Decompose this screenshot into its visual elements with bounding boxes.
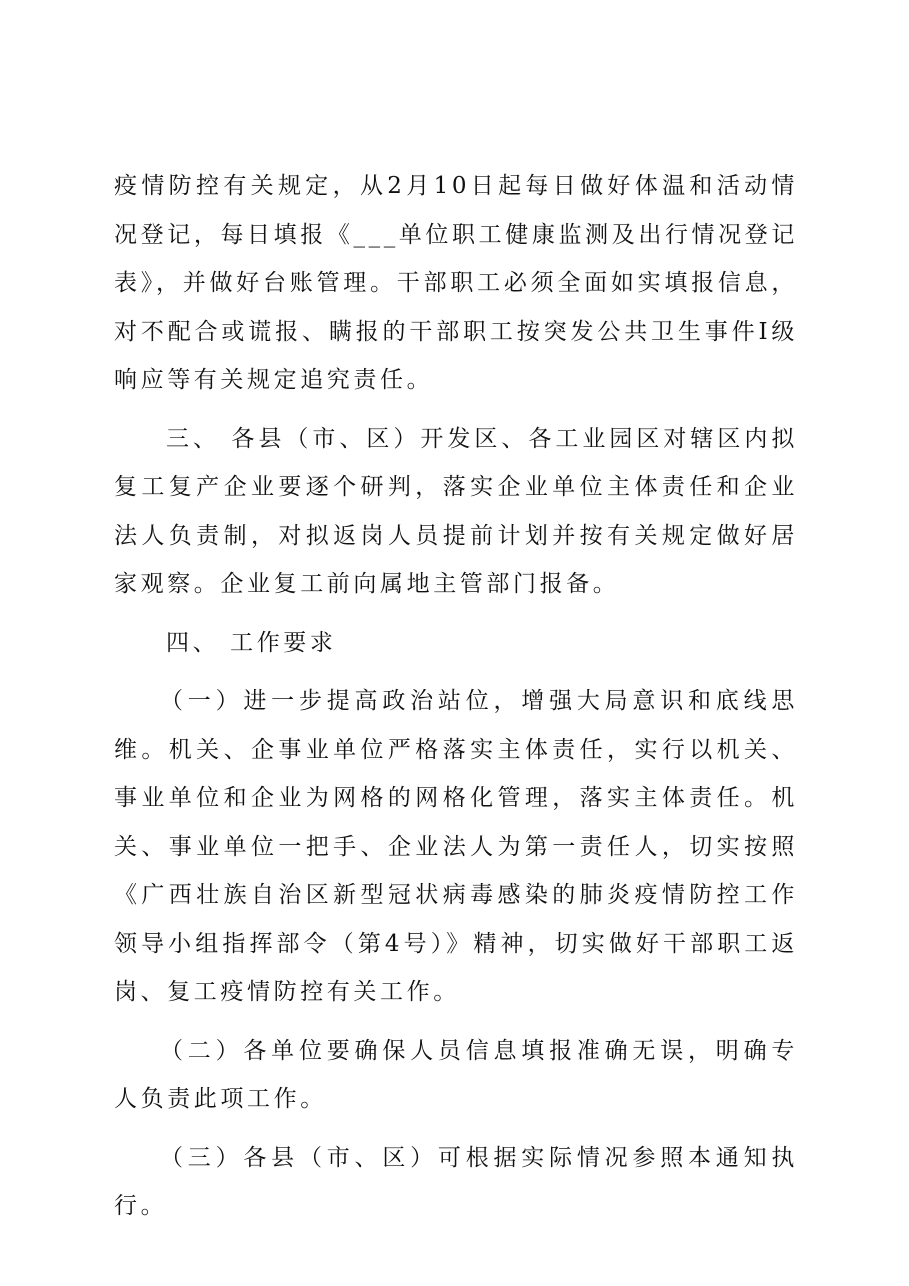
paragraph-section-three: 三、 各县（市、区）开发区、各工业园区对辖区内拟复工复产企业要逐个研判，落实企业单位主体责任和企业法人负责制，对拟返岗人员提前计划并按有关规定做好居家观察。企业复工前向属地主管部门报备。 bbox=[114, 425, 798, 597]
paragraph-item-two: （二）各单位要确保人员信息填报准确无误，明确专人负责此项工作。 bbox=[114, 1037, 798, 1112]
paragraph-item-three: （三）各县（市、区）可根据实际情况参照本通知执行。 bbox=[114, 1144, 798, 1219]
paragraph-continuation: 疫情防控有关规定，从2月10日起每日做好体温和活动情况登记，每日填报《___单位职工健康监测及出行情况登记表》，并做好台账管理。干部职工必须全面如实填报信息，对不配合或谎报、瞒报的干部职工按突发公共卫生事件Ⅰ级响应等有关规定追究责任。 bbox=[114, 173, 798, 393]
paragraph-item-one: （一）进一步提高政治站位，增强大局意识和底线思维。机关、企事业单位严格落实主体责任，实行以机关、事业单位和企业为网格的网格化管理，落实主体责任。机关、事业单位一把手、企业法人为第一责任人，切实按照《广西壮族自治区新型冠状病毒感染的肺炎疫情防控工作领导小组指挥部令（第4号）》精神，切实做好干部职工返岗、复工疫情防控有关工作。 bbox=[114, 688, 798, 1005]
document-body bbox=[114, 162, 798, 1241]
heading-section-four: 四、 工作要求 bbox=[166, 629, 337, 656]
